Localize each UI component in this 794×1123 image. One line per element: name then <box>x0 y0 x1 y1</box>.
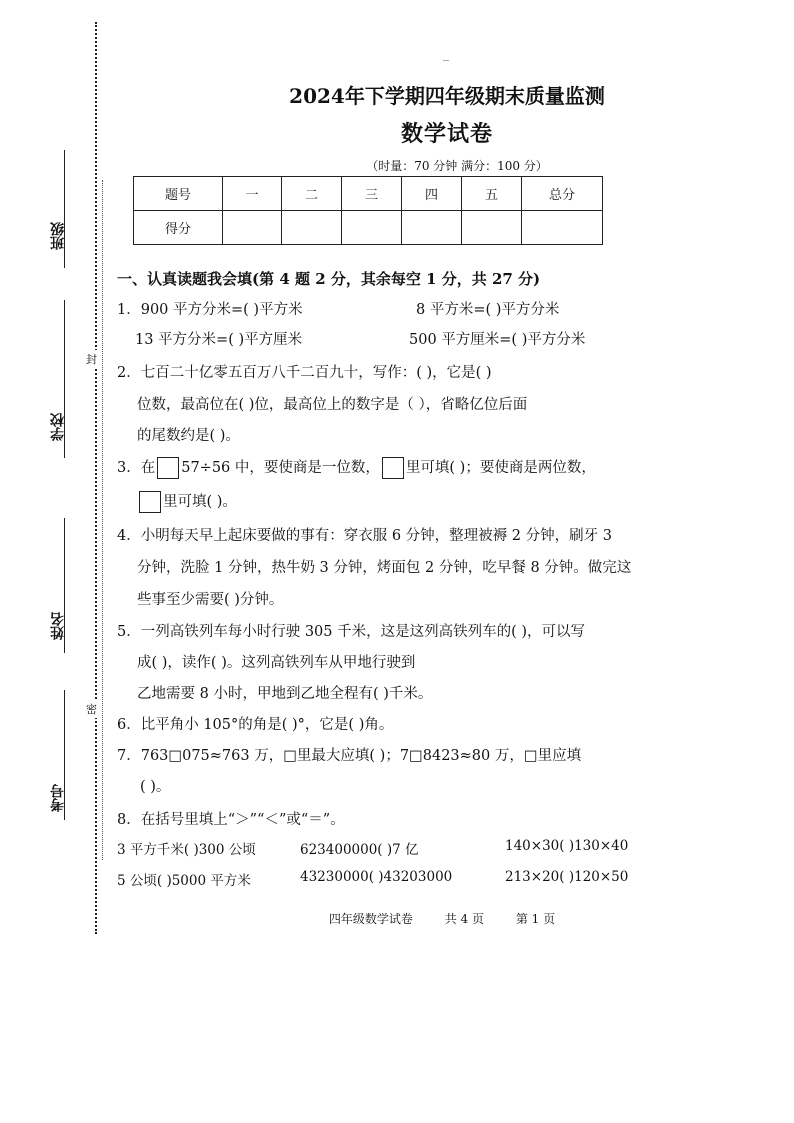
question-2-line-2: 位数，最高位在( )位，最高位上的数字是（ ），省略亿位后面 <box>137 397 528 413</box>
question-5-line-1: 5．一列高铁列车每小时行驶 305 千米，这是这列高铁列车的( )，可以写 <box>117 624 586 640</box>
question-3-line-1 <box>117 456 596 479</box>
question-3-text-c: 里可填( )；要使商是两位数， <box>405 460 596 476</box>
question-3-text-b: 57÷56 中，要使商是一位数， <box>181 460 380 476</box>
question-3-line-2 <box>137 490 237 513</box>
question-8-row-2-col-1: 5 公顷( )5000 平方米 <box>117 873 251 889</box>
question-6-line-1: 6．比平角小 105°的角是( )°，它是( )角。 <box>117 717 394 733</box>
score-table-header-row <box>134 177 603 211</box>
answer-box[interactable] <box>139 491 161 513</box>
question-8-instruction: 8．在括号里填上“＞”“＜”或“＝”。 <box>117 812 345 828</box>
school-field-line[interactable] <box>64 300 65 458</box>
table-cell: 二 <box>282 177 342 211</box>
score-input-cell[interactable] <box>402 211 462 245</box>
question-4-line-1: 4．小明每天早上起床要做的事有：穿衣服 6 分钟，整理被褥 2 分钟，刷牙 3 <box>117 528 612 544</box>
question-7-line-1: 7．763□075≈763 万，□里最大应填( )；7□8423≈80 万，□里应填 <box>117 748 582 764</box>
question-8-row-1-col-2: 623400000( )7 亿 <box>300 842 419 858</box>
table-cell: 得分 <box>134 211 223 245</box>
exam-number-label: 考号 <box>50 784 66 812</box>
exam-info: （时量：70 分钟 满分：100 分） <box>366 159 548 173</box>
question-7-line-2: ( )。 <box>140 779 171 795</box>
table-cell: 三 <box>342 177 402 211</box>
exam-number-field-line[interactable] <box>64 690 65 820</box>
question-2-line-3: 的尾数约是( )。 <box>137 428 240 444</box>
question-1-line-1b: 8 平方米=( )平方分米 <box>416 302 560 318</box>
table-cell: 题号 <box>134 177 223 211</box>
question-4-line-2: 分钟，洗脸 1 分钟，热牛奶 3 分钟，烤面包 2 分钟，吃早餐 8 分钟。做完这 <box>137 560 632 576</box>
section-heading: 一、认真读题我会填(第 4 题 2 分，其余每空 1 分，共 27 分) <box>117 270 541 288</box>
name-field-line[interactable] <box>64 518 65 653</box>
name-label: 姓名 <box>50 612 66 640</box>
question-2-line-1: 2．七百二十亿零五百万八千二百九十，写作：( )，它是( ) <box>117 365 492 381</box>
score-table-score-row <box>134 211 603 245</box>
question-3-text-a: 3．在 <box>117 460 156 476</box>
question-1-line-1a: 1．900 平方分米=( )平方米 <box>117 302 303 318</box>
answer-box[interactable] <box>382 457 404 479</box>
class-label: 班级 <box>50 222 66 250</box>
binding-inner-dotted-line <box>102 180 103 860</box>
score-input-cell[interactable] <box>223 211 282 245</box>
exam-subtitle: 数学试卷 <box>400 121 493 147</box>
seal-mark-feng: 封 <box>86 350 97 368</box>
page-footer <box>0 910 794 927</box>
question-1-line-2a: 13 平方分米=( )平方厘米 <box>135 332 303 348</box>
question-8-row-2-col-2: 43230000( )43203000 <box>300 869 453 885</box>
school-label: 学校 <box>50 413 66 441</box>
question-5-line-2: 成( )，读作( )。这列高铁列车从甲地行驶到 <box>137 655 416 671</box>
table-cell: 总分 <box>522 177 603 211</box>
seal-mark-mi: 密 <box>86 700 97 718</box>
question-8-row-2-col-3: 213×20( )120×50 <box>505 869 629 885</box>
answer-box[interactable] <box>157 457 179 479</box>
score-input-cell[interactable] <box>282 211 342 245</box>
score-input-cell[interactable] <box>522 211 603 245</box>
question-8-row-1-col-3: 140×30( )130×40 <box>505 838 629 854</box>
table-cell: 五 <box>462 177 522 211</box>
score-table <box>133 176 603 245</box>
question-3-text-d: 里可填( )。 <box>163 494 237 510</box>
scan-mark <box>443 60 449 61</box>
question-4-line-3: 些事至少需要( )分钟。 <box>137 592 284 608</box>
table-cell: 四 <box>402 177 462 211</box>
footer-page-number: 第 1 页 <box>515 912 556 926</box>
footer-paper-name: 四年级数学试卷 <box>328 912 413 926</box>
score-input-cell[interactable] <box>462 211 522 245</box>
question-8-row-1-col-1: 3 平方千米( )300 公顷 <box>117 842 256 858</box>
footer-total-pages: 共 4 页 <box>444 912 484 926</box>
page-bottom-margin <box>0 1000 794 1123</box>
table-cell: 一 <box>223 177 282 211</box>
score-input-cell[interactable] <box>342 211 402 245</box>
question-5-line-3: 乙地需要 8 小时，甲地到乙地全程有( )千米。 <box>137 686 433 702</box>
question-1-line-2b: 500 平方厘米=( )平方分米 <box>409 332 586 348</box>
exam-title: 2024年下学期四年级期末质量监测 <box>289 84 605 108</box>
